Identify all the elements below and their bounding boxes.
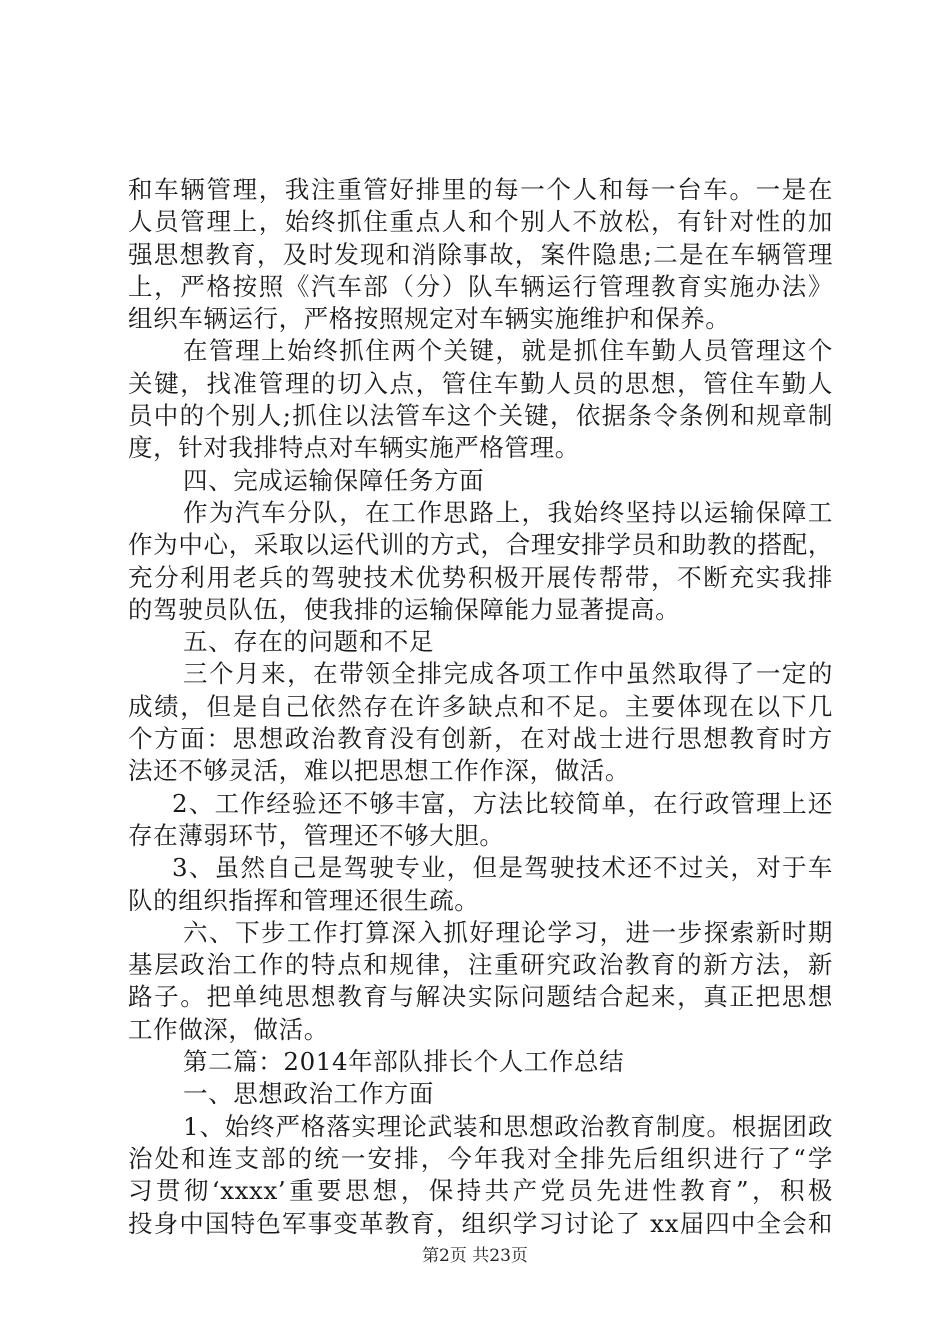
text-line: 路子。把单纯思想教育与解决实际问题结合起来，真正把思想: [128, 982, 833, 1012]
section-heading: 五、存在的问题和不足: [183, 627, 434, 657]
text-line: 投身中国特色军事变革教育，组织学习讨论了 xx届四中全会和: [128, 1208, 833, 1238]
text-line: 作为汽车分队，在工作思路上，我始终坚持以运输保障工: [183, 497, 833, 527]
text-line: 2、工作经验还不够丰富，方法比较简单，在行政管理上还: [172, 788, 833, 818]
text-line: 的驾驶员队伍，使我排的运输保障能力显著提高。: [128, 594, 681, 624]
section-heading: 一、思想政治工作方面: [183, 1079, 434, 1109]
text-line: 和车辆管理，我注重管好排里的每一个人和每一台车。一是在: [128, 175, 833, 204]
document-body: [128, 174, 833, 1240]
text-line: 度，针对我排特点对车辆实施严格管理。: [128, 433, 580, 463]
text-line: 治处和连支部的统一安排，今年我对全排先后组织进行了“学: [128, 1143, 833, 1173]
text-line: 队的组织指挥和管理还很生疏。: [128, 885, 480, 915]
text-line: 成绩，但是自己依然存在许多缺点和不足。主要体现在以下几: [128, 691, 833, 721]
text-line: 1、始终严格落实理论武装和思想政治教育制度。根据团政: [183, 1111, 833, 1141]
text-line: 人员管理上，始终抓住重点人和个别人不放松，有针对性的加: [128, 207, 833, 237]
text-line: 在管理上始终抓住两个关键，就是抓住车勤人员管理这个: [183, 336, 833, 366]
text-line: 3、虽然自己是驾驶专业，但是驾驶技术还不过关，对于车: [172, 853, 833, 883]
text-line: 习贯彻‘xxxx’重要思想，保持共产党员先进性教育”，积极: [128, 1176, 833, 1206]
text-line: 关键，找准管理的切入点，管住车勤人员的思想，管住车勤人: [128, 368, 833, 398]
text-line: 作为中心，采取以运代训的方式，合理安排学员和助教的搭配，: [128, 530, 833, 560]
section-heading: 四、完成运输保障任务方面: [183, 465, 485, 495]
text-line: 三个月来，在带领全排完成各项工作中虽然取得了一定的: [183, 659, 833, 689]
text-line: 工作做深，做活。: [128, 1014, 329, 1044]
text-line: 法还不够灵活，难以把思想工作作深，做活。: [128, 756, 630, 786]
text-line: 个方面：思想政治教育没有创新，在对战士进行思想教育时方: [128, 724, 833, 754]
text-line: 充分利用老兵的驾驶技术优势积极开展传帮带，不断充实我排: [128, 562, 833, 592]
text-line: 员中的个别人;抓住以法管车这个关键，依据条令条例和规章制: [128, 401, 833, 431]
page-number-footer: 第2页 共23页: [422, 1246, 528, 1266]
chapter-title: 第二篇：2014年部队排长个人工作总结: [183, 1047, 625, 1077]
text-line: 强思想教育，及时发现和消除事故，案件隐患;二是在车辆管理: [128, 239, 833, 269]
text-line: 基层政治工作的特点和规律，注重研究政治教育的新方法，新: [128, 950, 833, 980]
text-line: 组织车辆运行，严格按照规定对车辆实施维护和保养。: [128, 304, 731, 334]
text-line: 上，严格按照《汽车部（分）队车辆运行管理教育实施办法》: [128, 271, 833, 301]
text-line: 存在薄弱环节，管理还不够大胆。: [128, 820, 505, 850]
section-heading: 六、下步工作打算深入抓好理论学习，进一步探索新时期: [183, 917, 833, 947]
